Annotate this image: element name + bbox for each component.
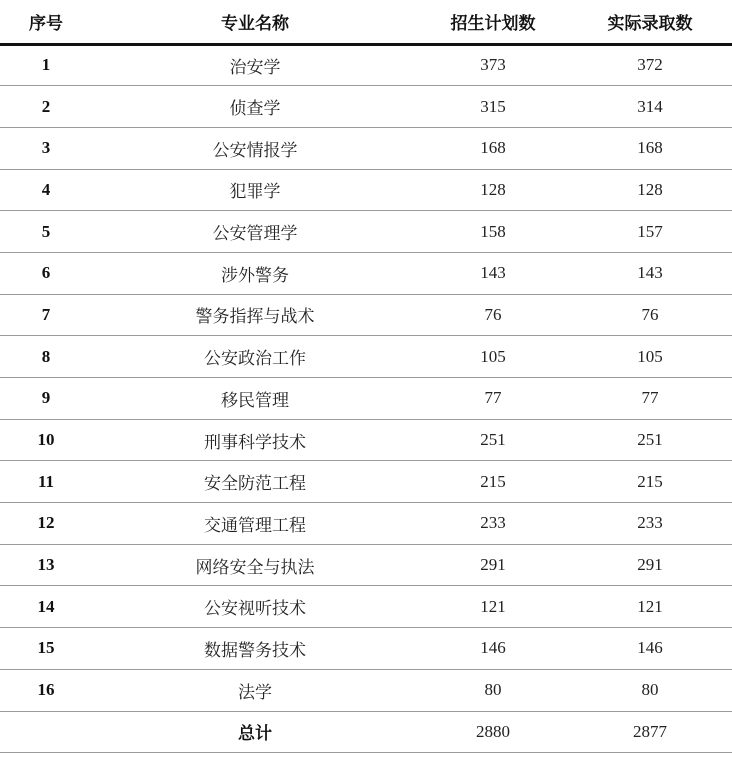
table-row (0, 586, 732, 628)
row-major-name: 侦查学 (92, 86, 418, 128)
row-actual-count: 80 (568, 669, 732, 711)
row-index-text: 15 (37, 638, 55, 658)
total-row (0, 711, 732, 753)
row-index (0, 294, 92, 336)
row-index-text: 5 (41, 221, 51, 241)
row-index (0, 336, 92, 378)
table-row (0, 378, 732, 420)
row-actual-count: 105 (568, 336, 732, 378)
row-actual-count: 291 (568, 544, 732, 586)
table-body (0, 44, 732, 753)
row-major-name: 安全防范工程 (92, 461, 418, 503)
table-row (0, 628, 732, 670)
row-actual-count: 251 (568, 419, 732, 461)
row-major-name: 警务指挥与战术 (92, 294, 418, 336)
row-major-name: 移民管理 (92, 378, 418, 420)
table-row (0, 86, 732, 128)
row-major-name: 公安情报学 (92, 127, 418, 169)
row-index (0, 586, 92, 628)
row-index (0, 544, 92, 586)
row-plan-count: 121 (418, 586, 568, 628)
row-index (0, 669, 92, 711)
header-actual-count: 实际录取数 (568, 0, 732, 44)
row-actual-count: 157 (568, 211, 732, 253)
row-plan-count: 146 (418, 628, 568, 670)
table-row (0, 294, 732, 336)
row-major-name: 法学 (92, 669, 418, 711)
row-index (0, 628, 92, 670)
row-actual-count: 77 (568, 378, 732, 420)
row-index-text: 3 (41, 138, 51, 158)
header-row (0, 0, 732, 44)
table-row (0, 419, 732, 461)
row-index-text: 4 (41, 179, 51, 199)
row-index (0, 461, 92, 503)
row-major-name: 犯罪学 (92, 169, 418, 211)
total-plan: 2880 (418, 711, 568, 753)
row-actual-count: 314 (568, 86, 732, 128)
table-row (0, 169, 732, 211)
row-index-text: 10 (37, 430, 55, 450)
row-major-name: 数据警务技术 (92, 628, 418, 670)
row-actual-count: 128 (568, 169, 732, 211)
row-index-text: 7 (41, 304, 51, 324)
row-plan-count: 77 (418, 378, 568, 420)
row-index-text: 14 (37, 596, 55, 616)
row-index (0, 211, 92, 253)
table-row (0, 503, 732, 545)
row-index (0, 127, 92, 169)
row-plan-count: 143 (418, 252, 568, 294)
row-plan-count: 168 (418, 127, 568, 169)
row-index-text: 9 (41, 388, 51, 408)
total-index (0, 711, 92, 753)
row-index-text: 16 (37, 680, 55, 700)
row-index-text: 6 (41, 263, 51, 283)
total-label: 总计 (92, 711, 418, 753)
row-index-text: 11 (37, 471, 55, 491)
row-index-text: 12 (37, 513, 55, 533)
row-major-name: 公安管理学 (92, 211, 418, 253)
row-actual-count: 146 (568, 628, 732, 670)
row-major-name: 网络安全与执法 (92, 544, 418, 586)
table-row (0, 127, 732, 169)
row-actual-count: 168 (568, 127, 732, 169)
row-actual-count: 215 (568, 461, 732, 503)
total-actual: 2877 (568, 711, 732, 753)
row-plan-count: 158 (418, 211, 568, 253)
row-actual-count: 76 (568, 294, 732, 336)
row-plan-count: 76 (418, 294, 568, 336)
row-index (0, 86, 92, 128)
row-plan-count: 215 (418, 461, 568, 503)
row-index (0, 378, 92, 420)
header-plan-count: 招生计划数 (418, 0, 568, 44)
table-header (0, 0, 732, 44)
row-major-name: 刑事科学技术 (92, 419, 418, 461)
row-index (0, 44, 92, 86)
row-plan-count: 291 (418, 544, 568, 586)
row-index-text: 1 (41, 55, 51, 75)
row-index-text: 8 (41, 346, 51, 366)
row-actual-count: 143 (568, 252, 732, 294)
row-plan-count: 128 (418, 169, 568, 211)
header-major-name: 专业名称 (92, 0, 418, 44)
row-index-text: 2 (41, 96, 51, 116)
row-major-name: 公安视听技术 (92, 586, 418, 628)
table-row (0, 44, 732, 86)
row-plan-count: 80 (418, 669, 568, 711)
table-row (0, 336, 732, 378)
row-plan-count: 373 (418, 44, 568, 86)
row-index (0, 503, 92, 545)
row-major-name: 公安政治工作 (92, 336, 418, 378)
header-index: 序号 (0, 0, 92, 44)
table-row (0, 544, 732, 586)
row-actual-count: 233 (568, 503, 732, 545)
row-major-name: 交通管理工程 (92, 503, 418, 545)
row-plan-count: 315 (418, 86, 568, 128)
row-actual-count: 121 (568, 586, 732, 628)
table-row (0, 461, 732, 503)
row-index (0, 252, 92, 294)
table-row (0, 669, 732, 711)
row-plan-count: 105 (418, 336, 568, 378)
row-plan-count: 233 (418, 503, 568, 545)
row-major-name: 治安学 (92, 44, 418, 86)
row-plan-count: 251 (418, 419, 568, 461)
row-index (0, 169, 92, 211)
table-row (0, 211, 732, 253)
row-actual-count: 372 (568, 44, 732, 86)
row-index (0, 419, 92, 461)
table-row (0, 252, 732, 294)
row-major-name: 涉外警务 (92, 252, 418, 294)
row-index-text: 13 (37, 555, 55, 575)
